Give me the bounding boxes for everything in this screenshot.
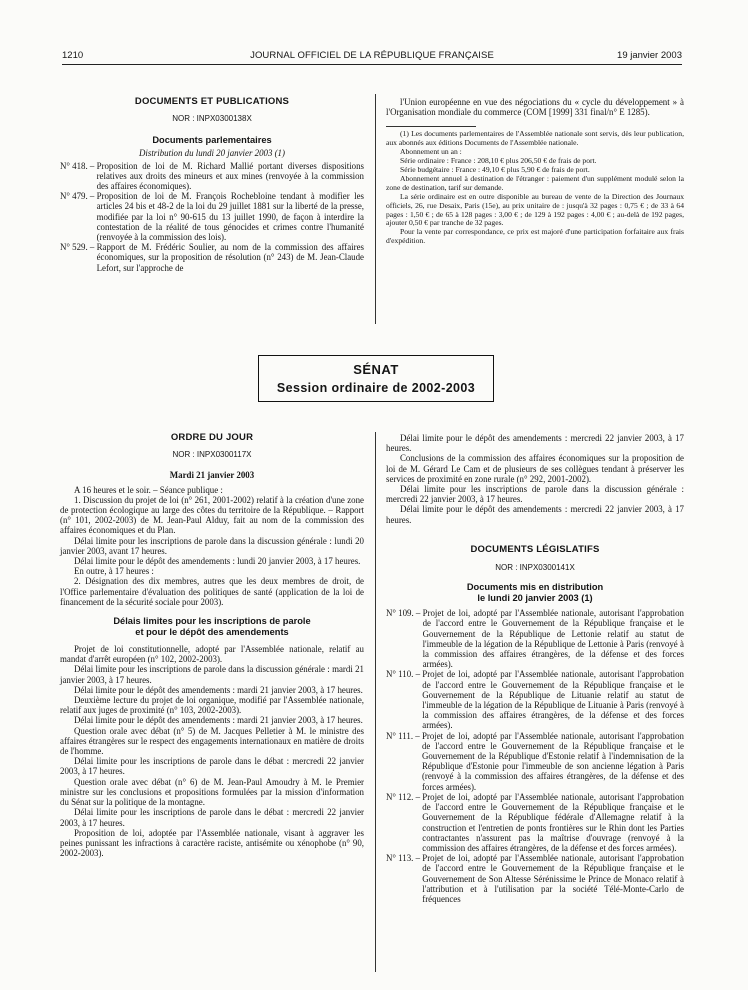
footnote: Série ordinaire : France : 208,10 € plus 206,50 € de frais de port. xyxy=(400,156,597,166)
list-item: N° 110. – Projet de loi, adopté par l'Assemblée nationale, autorisant l'approbation de l'accord entre le Gouvernement de la République française et le Gouvernement de la République de Lituanie relatif au statut de l'immeuble de la légation de la République de Lituanie à Paris (renvoyé à la commission des affaires étrangères, de la défense et des forces armées). xyxy=(386,669,684,731)
paragraph: 2. Désignation des dix membres, autres que les deux membres de droit, de l'Office parlementaire d'évaluation des politiques de santé (application de la loi de financement de la sécurité sociale pour 2003). xyxy=(60,576,364,607)
journal-title: JOURNAL OFFICIEL DE LA RÉPUBLIQUE FRANÇAISE xyxy=(250,50,494,61)
paragraph: Deuxième lecture du projet de loi organique, modifié par l'Assemblée nationale, relatif aux juges de proximité (n° 103, 2002-2003). xyxy=(60,695,364,716)
day-heading: Mardi 21 janvier 2003 xyxy=(169,470,255,481)
documents-legislatifs-section xyxy=(386,433,684,904)
footnote: Abonnement un an : xyxy=(400,147,462,157)
issue-date: 19 janvier 2003 xyxy=(617,50,682,61)
session-title: Session ordinaire de 2002-2003 xyxy=(276,381,476,395)
paragraph: Délai limite pour les inscriptions de parole dans la discussion générale : lundi 20 janvier 2003, avant 17 heures. xyxy=(60,535,364,556)
section-heading: ORDRE DU JOUR xyxy=(170,432,254,443)
paragraph: A 16 heures et le soir. – Séance publique : xyxy=(74,484,223,495)
ordre-du-jour-section xyxy=(60,433,364,858)
subheading: Documents mis en distribution xyxy=(466,582,604,593)
header-rule xyxy=(62,64,682,65)
paragraph: Question orale avec débat (n° 6) de M. Jean-Paul Amoudry à M. le Premier ministre sur les conclusions et propositions formulées par la mission d'information du Sénat sur la politique de la montagne. xyxy=(60,776,364,808)
page-number: 1210 xyxy=(62,50,84,61)
paragraph: Délai limite pour le dépôt des amendements : mercredi 22 janvier 2003, à 17 heures. xyxy=(386,504,684,525)
delais-heading: et pour le dépôt des amendements xyxy=(135,627,289,638)
footnote: La série ordinaire est en outre disponible au bureau de vente de la Direction des Journaux officiels, 26, rue Desaix, Paris (15e), au prix unitaire de : jusqu'à 32 pages : 0,75 € ; de 33 à 64 pages : 1,50 € ; de 65 à 128 pages : 3,00 € ; de 129 à 192 pages : 4,00 € ; au-delà de 192 pages, ajouter 0,50 € par tranche de 32 pages. xyxy=(386,191,684,228)
paragraph: En outre, à 17 heures : xyxy=(74,566,154,577)
nor-reference: NOR : INPX0300138X xyxy=(172,114,252,124)
section-heading: DOCUMENTS LÉGISLATIFS xyxy=(470,543,600,555)
delais-heading: Délais limites pour les inscriptions de parole xyxy=(113,616,311,627)
footnote: (1) Les documents parlementaires de l'Assemblée nationale sont servis, dès leur publication, aux abonnés aux éditions Documents de l'Assemblée nationale. xyxy=(386,129,684,148)
paragraph: 1. Discussion du projet de loi (n° 261, 2001-2002) relatif à la création d'une zone de protection écologique au large des côtes du territoire de la République. – Rapport (n° 101, 2002-2003) de M. Jean-Paul Alduy, fait au nom de la commission des affaires économiques et du Plan. xyxy=(60,494,364,536)
footnote-rule xyxy=(386,126,476,127)
paragraph: Délai limite pour les inscriptions de parole dans la discussion générale : mercredi 22 janvier 2003, à 17 heures. xyxy=(386,484,684,505)
documents-publications-section xyxy=(60,97,364,273)
senat-title: SÉNAT xyxy=(353,362,399,377)
list-item: N° 418. – Proposition de loi de M. Richard Mallié portant diverses dispositions relatives aux droits des mineurs et aux mines (renvoyée à la commission des affaires économiques). xyxy=(60,160,364,192)
running-header xyxy=(62,50,682,62)
paragraph: Projet de loi constitutionnelle, adopté par l'Assemblée nationale, relatif au mandat d'arrêt européen (n° 102, 2002-2003). xyxy=(60,644,364,665)
list-item: N° 109. – Projet de loi, adopté par l'Assemblée nationale, autorisant l'approbation de l'accord entre le Gouvernement de la République française et le Gouvernement de la République de Lettonie relatif au statut de l'immeuble de la légation de la République de Lettonie à Paris (renvoyé à la commission des affaires étrangères, de la défense et des forces armées). xyxy=(386,608,684,670)
distribution-line: Distribution du lundi 20 janvier 2003 (1) xyxy=(139,148,285,159)
paragraph: Proposition de loi, adoptée par l'Assemblée nationale, visant à aggraver les peines punissant les infractions à caractère raciste, antisémite ou xénophobe (n° 90, 2002-2003). xyxy=(60,827,364,859)
top-right-column xyxy=(386,97,684,246)
continuation-text: l'Union européenne en vue des négociations du « cycle du développement » à l'Organisation mondiale du commerce (COM [1999] 331 final/n° E 1285). xyxy=(386,97,684,118)
paragraph: Conclusions de la commission des affaires économiques sur la proposition de loi de M. Gérard Le Cam et de plusieurs de ses collègues tendant à préserver les services de proximité en zone rurale (n° 292, 2001-2002). xyxy=(386,453,684,484)
footnote: Pour la vente par correspondance, ce prix est majoré d'une participation forfaitaire aux frais d'expédition. xyxy=(386,227,684,246)
list-item: N° 529. – Rapport de M. Frédéric Soulier, au nom de la commission des affaires économiques, sur la proposition de résolution (n° 243) de M. Jean-Claude Lefort, sur l'approche de xyxy=(60,242,364,273)
subheading: le lundi 20 janvier 2003 (1) xyxy=(477,593,593,604)
footnote-block xyxy=(386,126,684,246)
column-divider xyxy=(375,94,376,324)
paragraph: Délai limite pour les inscriptions de parole dans le débat : mercredi 22 janvier 2003, à 17 heures. xyxy=(60,756,364,777)
paragraph: Délai limite pour le dépôt des amendements : mardi 21 janvier 2003, à 17 heures. xyxy=(74,684,363,695)
paragraph: Délai limite pour le dépôt des amendements : mardi 21 janvier 2003, à 17 heures. xyxy=(74,715,363,726)
footnote: Abonnement annuel à destination de l'étranger : paiement d'un supplément modulé selon la zone de destination, tarif sur demande. xyxy=(386,173,684,192)
column-divider xyxy=(375,432,376,972)
list-item: N° 113. – Projet de loi, adopté par l'Assemblée nationale, autorisant l'approbation de l'accord entre le Gouvernement de la République française et le Gouvernement de Son Altesse Sérénissime le Prince de Monaco relatif à l'attribution et à l'utilisation par la société Télé-Monte-Carlo de fréquences xyxy=(386,853,684,904)
paragraph: Délai limite pour les inscriptions de parole dans le débat : mercredi 22 janvier 2003, à 17 heures. xyxy=(60,807,364,828)
section-heading: DOCUMENTS ET PUBLICATIONS xyxy=(134,96,290,107)
list-item: N° 111. – Projet de loi, adopté par l'Assemblée nationale, autorisant l'approbation de l'accord entre le Gouvernement de la République française et le Gouvernement de la République d'Estonie relatif à l'indemnisation de la République d'Estonie pour l'immeuble de son ancienne légation à Paris (renvoyé à la commission des affaires étrangères, de la défense et des forces armées). xyxy=(386,730,684,792)
nor-reference: NOR : INPX0300117X xyxy=(172,450,252,460)
footnote: Série budgétaire : France : 49,10 € plus 5,90 € de frais de port. xyxy=(400,165,590,175)
paragraph: Question orale avec débat (n° 5) de M. Jacques Pelletier à M. le ministre des affaires étrangères sur le respect des engagements internationaux en matière de droits de l'homme. xyxy=(60,725,364,757)
subheading: Documents parlementaires xyxy=(152,135,272,146)
paragraph: Délai limite pour les inscriptions de parole dans la discussion générale : mardi 21 janvier 2003, à 17 heures. xyxy=(60,664,364,685)
senat-banner xyxy=(258,355,494,402)
nor-reference: NOR : INPX0300141X xyxy=(495,563,575,573)
paragraph: Délai limite pour le dépôt des amendements : mercredi 22 janvier 2003, à 17 heures. xyxy=(386,433,684,454)
list-item: N° 479. – Proposition de loi de M. François Rochebloine tendant à modifier les articles 24 bis et 48-2 de la loi du 29 juillet 1881 sur la liberté de la presse, modifiée par la loi n° 90-615 du 13 juillet 1990, de façon à interdire la contestation de la réalité de tous génocides et crimes contre l'humanité (renvoyée à la commission des lois). xyxy=(60,191,364,243)
list-item: N° 112. – Projet de loi, adopté par l'Assemblée nationale, autorisant l'approbation de l'accord entre le Gouvernement de la République française et le Gouvernement de la République fédérale d'Allemagne relatif à la construction et l'entretien de ponts frontières sur le Rhin dont les Parties contractantes n'assurent pas la maîtrise d'ouvrage (renvoyé à la commission des affaires étrangères, de la défense et des forces armées). xyxy=(386,791,684,853)
paragraph: Délai limite pour le dépôt des amendements : lundi 20 janvier 2003, à 17 heures. xyxy=(74,556,361,567)
